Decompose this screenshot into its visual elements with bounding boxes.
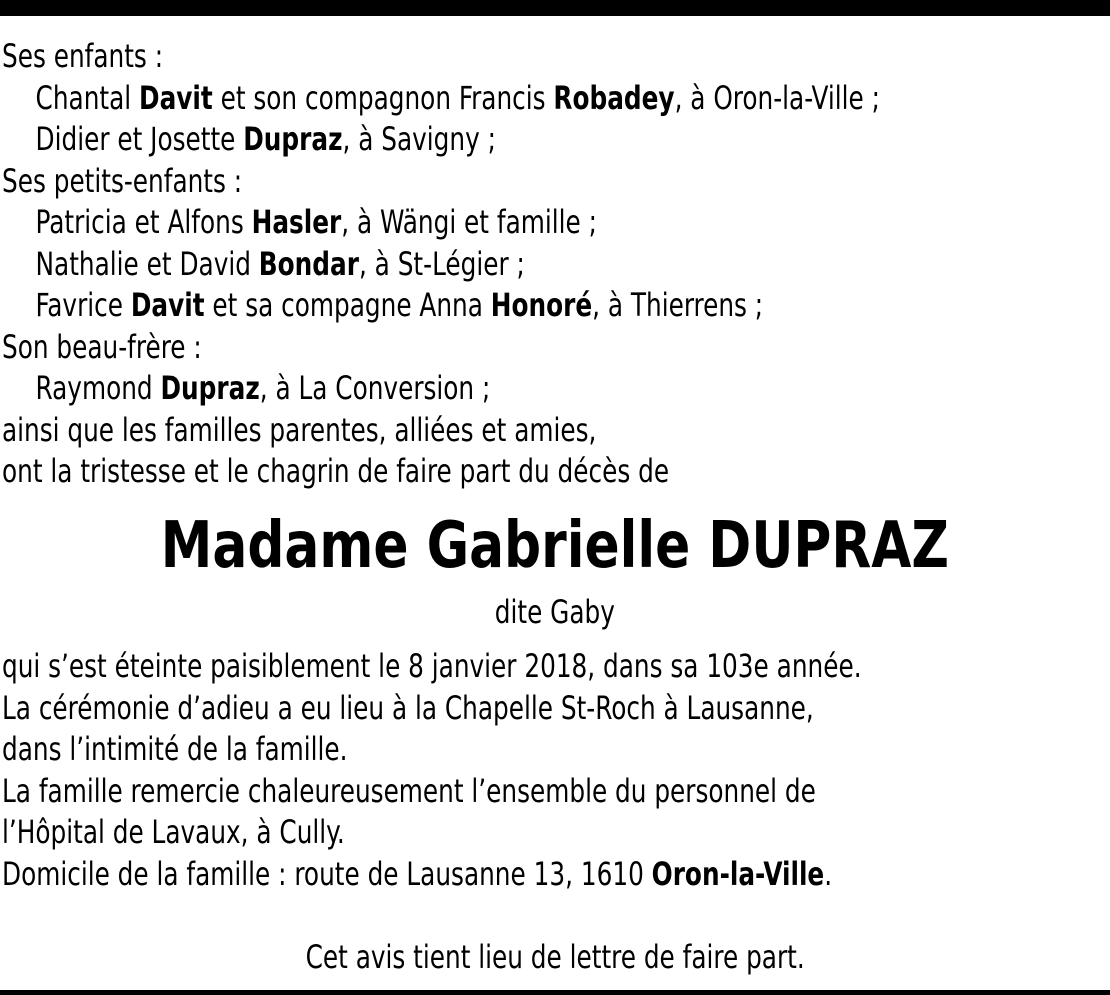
relatives-line: ainsi que les familles parentes, alliées et amies, (2, 410, 597, 449)
list-item (2, 244, 948, 286)
children-label: Ses enfants : (2, 37, 164, 75)
domicile-town: Oron-la-Ville (651, 854, 825, 893)
ceremony-line-cont: dans l’intimité de la famille. (2, 730, 348, 768)
grandchild-location: , à Wängi et famille ; (341, 203, 597, 241)
domicile-address: Domicile de la famille : route de Lausanne 13, 1610 (2, 854, 652, 893)
grandchild-surname: Hasler (251, 203, 342, 241)
child-location: , à Oron-la-Ville ; (674, 78, 880, 117)
top-rule (0, 0, 1110, 16)
domicile-period: . (824, 854, 833, 893)
deceased-nickname-block (0, 592, 1110, 634)
child-surname: Dupraz (243, 120, 343, 158)
child-name: Didier et Josette (35, 120, 244, 158)
list-item (2, 119, 948, 161)
brother-in-law-label: Son beau-frère : (2, 327, 202, 366)
deceased-nickname: dite Gaby (494, 593, 616, 631)
ceremony-line: La cérémonie d’adieu a eu lieu à la Chapelle St-Roch à Lausanne, (2, 688, 814, 727)
partner-surname: Robadey (553, 78, 675, 117)
grandchildren-label: Ses petits-enfants : (2, 161, 243, 200)
grandchild-surname: Davit (130, 286, 205, 324)
bottom-rule (0, 990, 1110, 995)
brother-in-law-surname: Dupraz (160, 369, 260, 407)
list-item (2, 202, 948, 244)
child-name: Chantal (35, 78, 140, 117)
grandchild-surname: Bondar (258, 244, 359, 283)
closing-block (0, 937, 1110, 979)
domicile-line (2, 854, 1034, 896)
grandchild-relation: et sa compagne Anna (204, 286, 491, 324)
family-list (2, 36, 948, 493)
grandchild-location: , à St-Légier ; (358, 244, 525, 283)
passing-line: qui s’est éteinte paisiblement le 8 janvier 2018, dans sa 103e année. (2, 647, 862, 685)
child-surname: Davit (139, 78, 213, 117)
thanks-line-cont: l’Hôpital de Lavaux, à Cully. (2, 813, 345, 851)
brother-in-law-name: Raymond (35, 369, 161, 407)
deceased-name-block (0, 508, 1110, 584)
grandchild-name: Nathalie et David (35, 244, 259, 283)
brother-in-law-location: , à La Conversion ; (259, 369, 491, 407)
grandchild-name: Favrice (35, 286, 131, 324)
thanks-line: La famille remercie chaleureusement l’ensemble du personnel de (2, 771, 816, 810)
list-item (2, 78, 948, 120)
partner-surname: Honoré (490, 286, 593, 324)
child-relation: et son compagnon Francis (212, 78, 554, 117)
announcement-line: ont la tristesse et le chagrin de faire part du décès de (2, 452, 670, 490)
grandchild-name: Patricia et Alfons (35, 203, 252, 241)
deceased-name: Madame Gabrielle DUPRAZ (160, 509, 950, 583)
list-item (2, 368, 948, 410)
closing-line: Cet avis tient lieu de lettre de faire part. (305, 938, 805, 976)
child-location: , à Savigny ; (342, 120, 496, 158)
notice-details (2, 646, 1034, 895)
list-item (2, 285, 948, 327)
grandchild-location: , à Thierrens ; (592, 286, 764, 324)
